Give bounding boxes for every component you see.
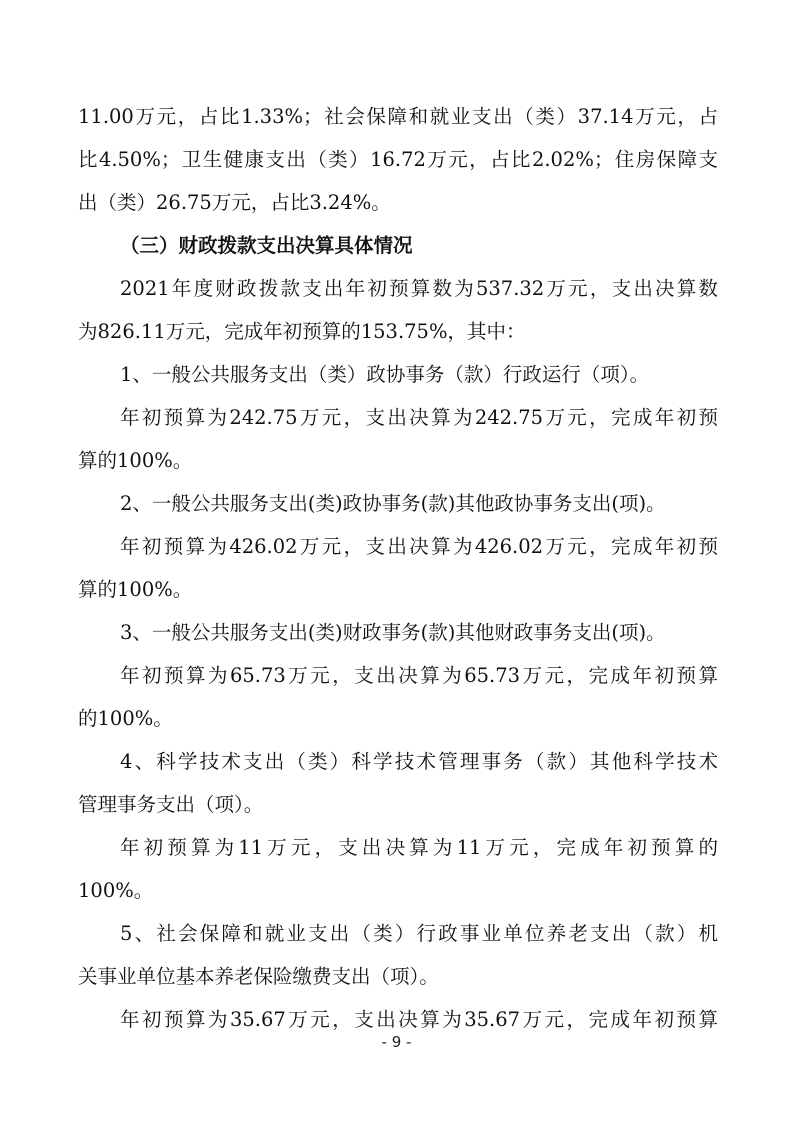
body-line: 的100%。 (78, 707, 173, 730)
body-line: 算的100%。 (78, 449, 193, 472)
item-title: 4、科学技术支出（类）科学技术管理事务（款）其他科学技术 (120, 750, 718, 773)
section-heading: （三）财政拨款支出决算具体情况 (120, 234, 413, 257)
body-line: 年初预算为426.02万元，支出决算为426.02万元，完成年初预 (120, 535, 718, 558)
body-line: 算的100%。 (78, 578, 193, 601)
body-line: 11.00万元，占比1.33%；社会保障和就业支出（类）37.14万元，占 (78, 105, 718, 128)
item-title: 5、社会保障和就业支出（类）行政事业单位养老支出（款）机 (120, 922, 718, 945)
body-line: 比4.50%；卫生健康支出（类）16.72万元，占比2.02%；住房保障支 (78, 148, 718, 171)
body-line: 100%。 (78, 879, 154, 902)
item-title: 3、一般公共服务支出(类)财政事务(款)其他财政事务支出(项)。 (120, 621, 666, 644)
item-title-continued: 关事业单位基本养老保险缴费支出（项）。 (78, 965, 439, 988)
body-line: 年初预算为11万元，支出决算为11万元，完成年初预算的 (120, 836, 718, 859)
body-line: 为826.11万元，完成年初预算的153.75%，其中： (78, 320, 526, 343)
item-title: 1、一般公共服务支出（类）政协事务（款）行政运行（项）。 (120, 363, 650, 386)
body-line: 年初预算为35.67万元，支出决算为35.67万元，完成年初预算 (120, 1008, 718, 1031)
item-title: 2、一般公共服务支出(类)政协事务(款)其他政协事务支出(项)。 (120, 492, 666, 515)
page-number: - 9 - (381, 1033, 412, 1051)
item-title-continued: 管理事务支出（项）。 (78, 793, 264, 816)
body-line: 年初预算为242.75万元，支出决算为242.75万元，完成年初预 (120, 406, 718, 429)
body-line: 2021年度财政拨款支出年初预算数为537.32万元，支出决算数 (120, 277, 718, 300)
body-line: 年初预算为65.73万元，支出决算为65.73万元，完成年初预算 (120, 664, 718, 687)
body-line: 出（类）26.75万元，占比3.24%。 (78, 191, 391, 214)
